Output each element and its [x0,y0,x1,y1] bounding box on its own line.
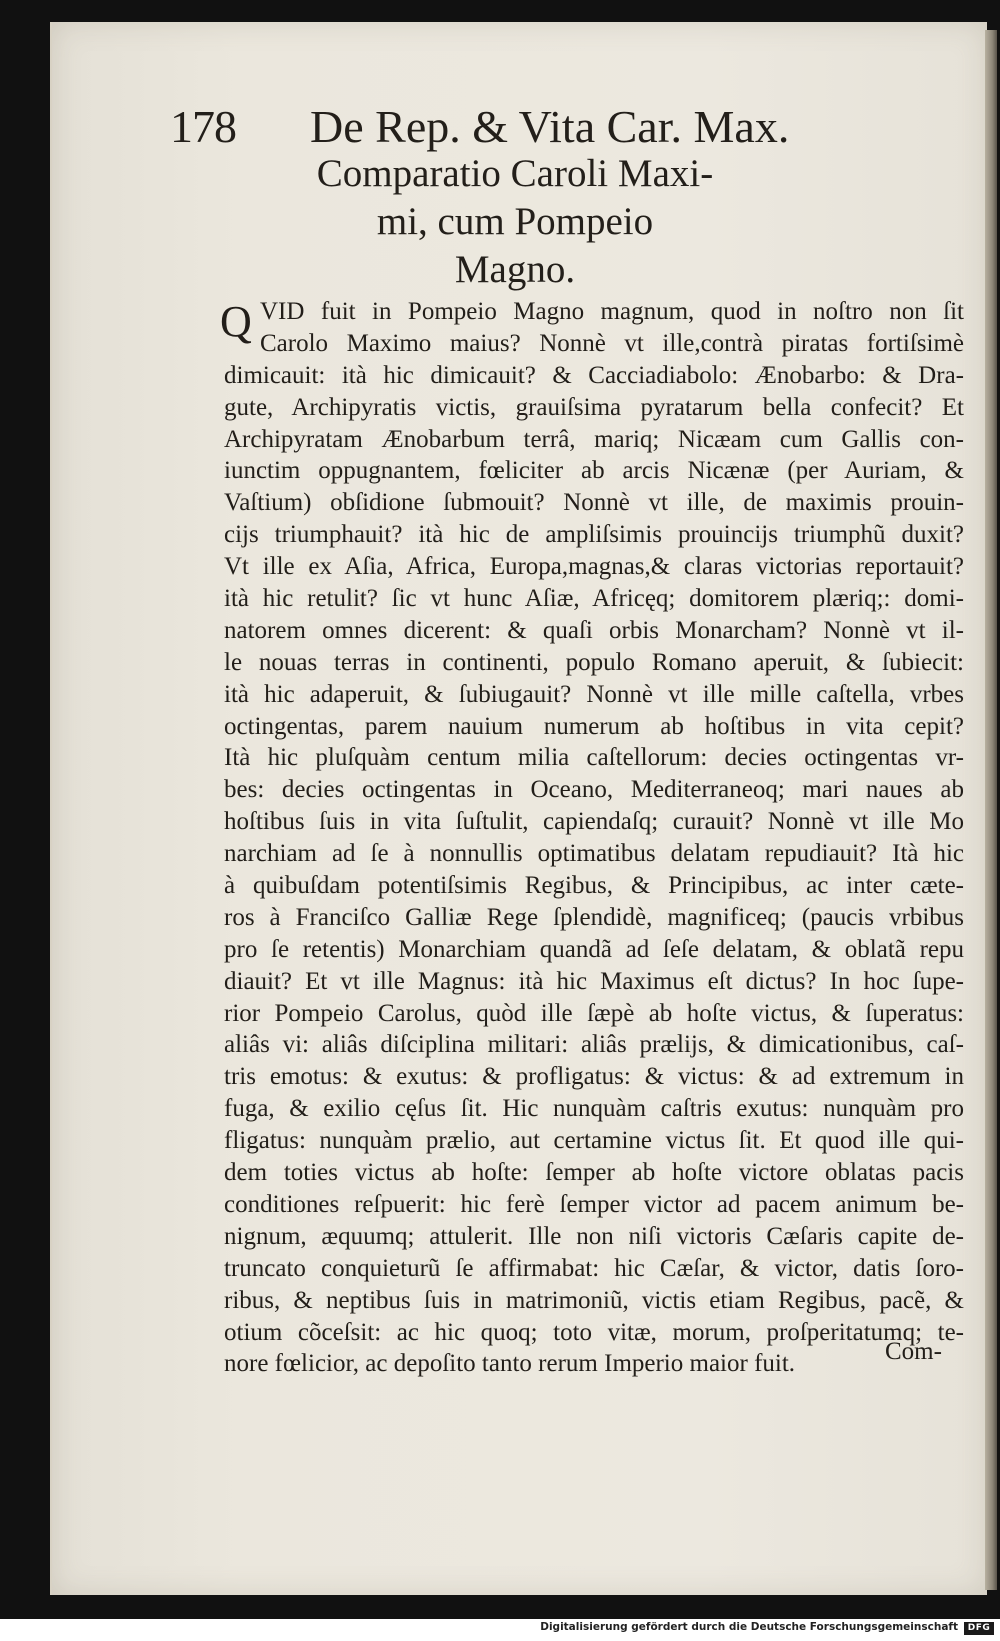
body-text [220,296,964,1380]
text-line: dimicauit: ità hic dimicauit? & Cacciadiabolo: Ænobarbo: & Dra- [224,361,964,389]
text-line: tris emotus: & exutus: & profligatus: & victus: & ad extremum in [224,1063,964,1091]
title-line-2: mi, cum Pompeio [376,200,654,243]
text-line: Carolo Maximo maius? Nonnè vt ille,contrà piratas fortiſsimè [260,329,964,357]
text-line: VID fuit in Pompeio Magno magnum, quod in noſtro non ſit [260,298,964,325]
text-line: fligatus: nunquàm prælio, aut certamine victus ſit. Et quod ille qui- [224,1127,964,1155]
running-head: De Rep. & Vita Car. Max. [310,101,790,152]
text-line: iunctim oppugnantem, fœliciter ab arcis Nicænæ (per Auriam, & [224,457,964,485]
text-lines [224,296,964,1380]
text-line: octingentas, parem nauium numerum ab hoſtibus in vita cepit? [224,712,964,740]
text-line: gute, Archipyratis victis, grauiſsima pyratarum bella confecit? Et [224,393,964,421]
next-page-edge [985,30,997,1590]
text-line: conditiones reſpuerit: hic ferè ſemper victor ad pacem animum be- [224,1190,964,1218]
text-line: ità hic adaperuit, & ſubiugauit? Nonnè vt ille mille caſtella, vrbes [224,680,964,708]
text-line: Vt ille ex Aſia, Africa, Europa,magnas,& claras victorias reportauit? [224,553,964,581]
text-line: otium cõceſsit: ac hic quoq; toto vitæ, morum, proſperitatumq; te- [224,1318,964,1346]
text-line: nignum, æquumq; attulerit. Ille non niſi victoris Cæſaris capite de- [224,1222,964,1250]
chapter-title [250,150,780,294]
text-line: le nouas terras in continenti, populo Romano aperuit, & ſubiecit: [224,648,964,676]
text-line: ità hic retulit? ſic vt hunc Aſiæ, Africęq; domitorem plæriq;: domi- [224,585,964,613]
text-line: natorem omnes dicerent: & quaſi orbis Monarcham? Nonnè vt il- [224,616,964,644]
catchword: Com- [885,1338,942,1365]
text-line: ribus, & neptibus ſuis in matrimoniũ, victis etiam Regibus, pacẽ, & [224,1286,964,1314]
text-line: Ità hic pluſquàm centum milia caſtellorum: decies octingentas vr- [224,744,964,772]
title-line-3: Magno. [454,248,576,291]
text-line: narchiam ad ſe à nonnullis optimatibus delatam repudiauit? Ità hic [224,840,964,868]
text-line: pro ſe retentis) Monarchiam quandã ad ſeſe delatam, & oblatã repu [224,935,964,963]
text-line: dem toties victus ab hoſte: ſemper ab hoſte victore oblatas pacis [224,1159,964,1187]
footer-bar [0,1619,1000,1641]
text-line: rior Pompeio Carolus, quòd ille ſæpè ab hoſte victus, & ſuperatus: [224,999,964,1027]
text-line: ros à Franciſco Galliæ Rege ſplendidè, magnificeq; (paucis vrbibus [224,903,964,931]
text-line: Vaſtium) obſidione ſubmouit? Nonnè vt ille, de maximis prouin- [224,489,964,517]
funding-credit: Digitalisierung gefördert durch die Deutsche Forschungsgemeinschaft [540,1621,958,1633]
text-line: cijs triumphauit? ità hic de ampliſsimis prouincijs triumphũ duxit? [224,521,964,549]
text-line: hoſtibus ſuis in vita ſuſtulit, capiendaſq; curauit? Nonnè vt ille Mo [224,808,964,836]
text-line: bes: decies octingentas in Oceano, Mediterraneoq; mari naues ab [224,776,964,804]
text-line: fuga, & exilio cęſus ſit. Hic nunquàm caſtris exutus: nunquàm pro [224,1095,964,1123]
drop-cap: Q [220,297,252,346]
text-line: truncato conquieturũ ſe affirmabat: hic Cæſar, & victor, datis ſoro- [224,1254,964,1282]
text-line: à quibuſdam potentiſsimis Regibus, & Principibus, ac inter cæte- [224,872,964,900]
text-line: diauit? Et vt ille Magnus: ità hic Maximus eſt dictus? In hoc ſupe- [224,967,964,995]
text-line: aliâs vi: aliâs diſciplina militari: aliâs prælijs, & dimicationibus, caſ- [224,1031,964,1059]
dfg-logo: DFG [964,1622,994,1635]
text-line: nore fœlicior, ac depoſito tanto rerum Imperio maior fuit. [224,1350,796,1378]
title-line-1: Comparatio Caroli Maxi- [316,152,714,195]
text-line: Archipyratam Ænobarbum terrâ, mariq; Nicæam cum Gallis con- [224,425,964,453]
page-number: 178 [170,101,236,152]
